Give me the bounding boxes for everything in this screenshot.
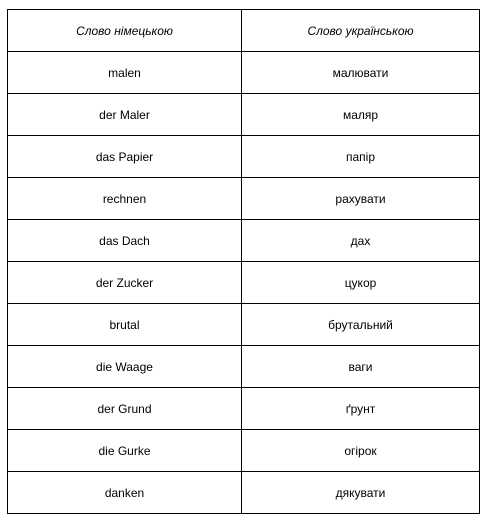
german-word: brutal: [8, 304, 242, 346]
vocabulary-table: [7, 9, 480, 514]
ukrainian-word: брутальний: [242, 304, 480, 346]
ukrainian-word: цукор: [242, 262, 480, 304]
table-row: [8, 262, 480, 304]
ukrainian-word: дах: [242, 220, 480, 262]
ukrainian-word: ґрунт: [242, 388, 480, 430]
german-word: danken: [8, 472, 242, 514]
table-row: [8, 136, 480, 178]
german-word: der Zucker: [8, 262, 242, 304]
header-ukrainian: Слово українською: [242, 10, 480, 52]
table-row: [8, 304, 480, 346]
table-row: [8, 430, 480, 472]
german-word: malen: [8, 52, 242, 94]
german-word: der Maler: [8, 94, 242, 136]
table-row: [8, 472, 480, 514]
header-german: Слово німецькою: [8, 10, 242, 52]
ukrainian-word: папір: [242, 136, 480, 178]
table-row: [8, 346, 480, 388]
ukrainian-word: дякувати: [242, 472, 480, 514]
ukrainian-word: огірок: [242, 430, 480, 472]
table-header-row: [8, 10, 480, 52]
table-row: [8, 52, 480, 94]
table-row: [8, 94, 480, 136]
ukrainian-word: малювати: [242, 52, 480, 94]
german-word: das Dach: [8, 220, 242, 262]
ukrainian-word: маляр: [242, 94, 480, 136]
ukrainian-word: ваги: [242, 346, 480, 388]
table-row: [8, 220, 480, 262]
table-row: [8, 388, 480, 430]
german-word: die Waage: [8, 346, 242, 388]
german-word: das Papier: [8, 136, 242, 178]
table-row: [8, 178, 480, 220]
german-word: die Gurke: [8, 430, 242, 472]
german-word: der Grund: [8, 388, 242, 430]
ukrainian-word: рахувати: [242, 178, 480, 220]
german-word: rechnen: [8, 178, 242, 220]
